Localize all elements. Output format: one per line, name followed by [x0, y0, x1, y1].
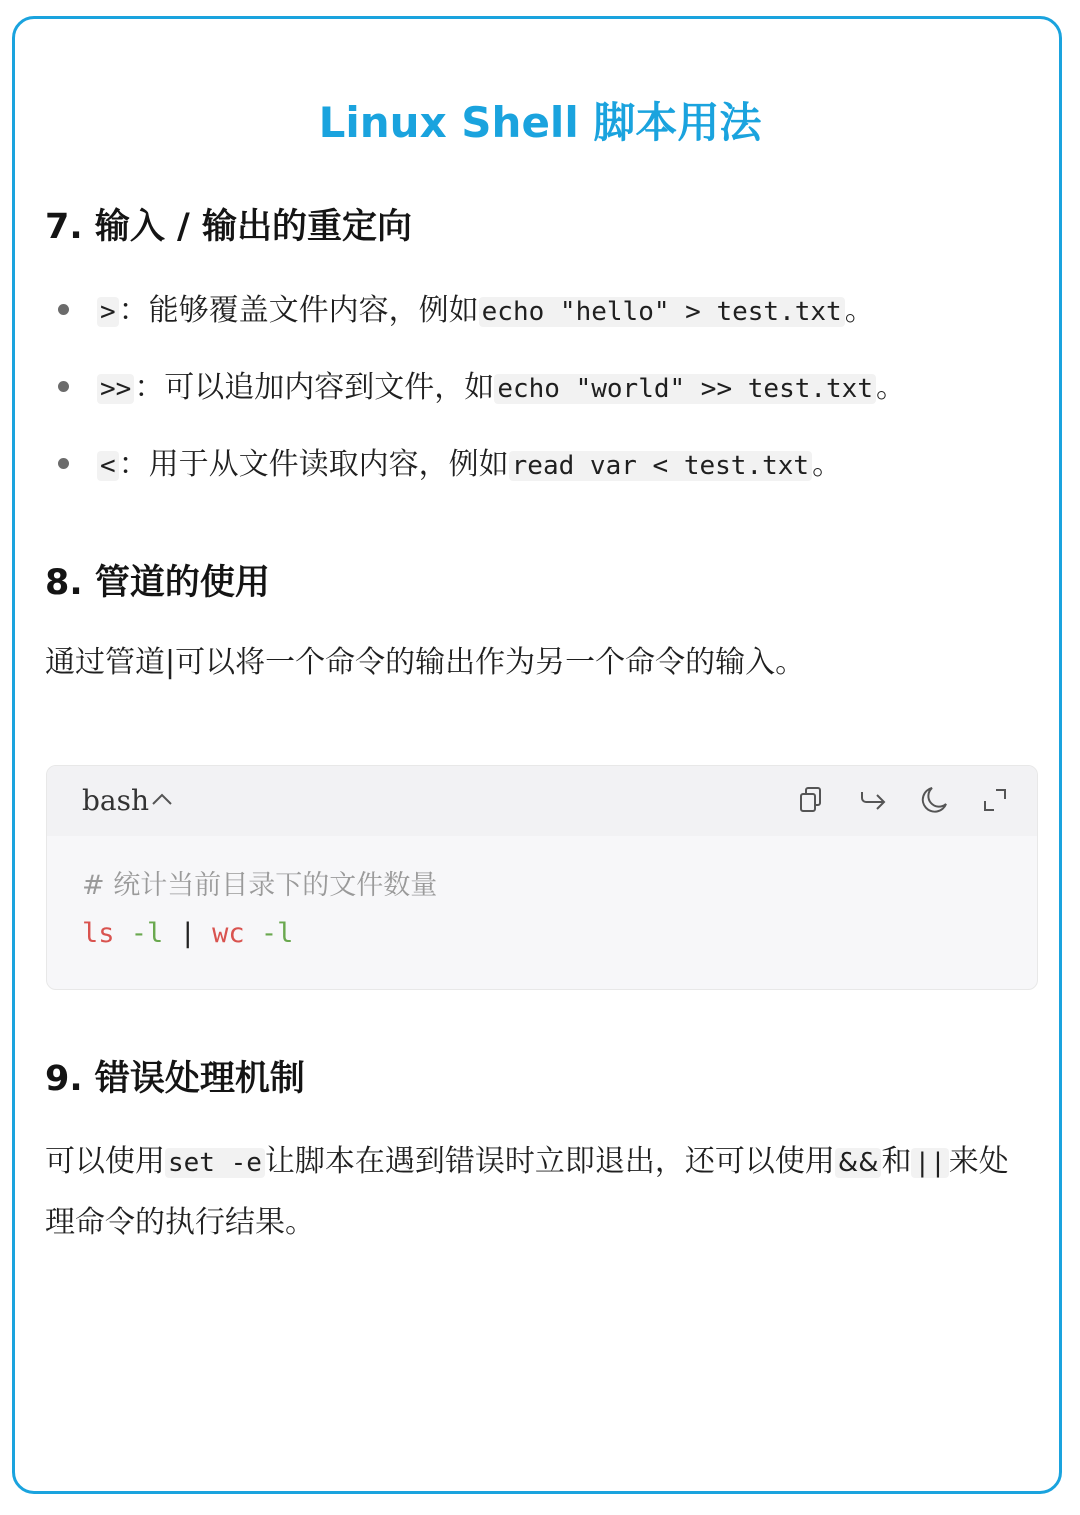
section-7-heading: 7. 输入 / 输出的重定向 — [45, 207, 412, 247]
para-text: 可以使用 — [45, 1144, 165, 1179]
list-item — [45, 443, 906, 520]
inline-code: > — [97, 297, 119, 327]
inline-code: && — [835, 1148, 882, 1178]
moon-icon[interactable] — [918, 784, 950, 816]
code-block-header — [47, 766, 1037, 836]
code-pipe: | — [179, 918, 196, 949]
item-end: 。 — [876, 370, 906, 405]
para-text: 来处理命令的执行结果。 — [45, 1144, 1009, 1240]
item-end: 。 — [844, 293, 875, 328]
list-item — [45, 366, 906, 443]
item-end: 。 — [812, 447, 843, 482]
para-text: 让脚本在遇到错误时立即退出，还可以使用 — [264, 1144, 835, 1179]
code-flag: -l — [130, 918, 164, 949]
code-line — [82, 914, 293, 954]
inline-code: || — [911, 1148, 948, 1178]
section-8-heading: 8. 管道的使用 — [45, 563, 270, 603]
pipe-paragraph — [45, 633, 805, 693]
list-item — [45, 289, 906, 366]
bullet-dot — [58, 304, 69, 315]
bullet-dot — [58, 381, 69, 392]
para-text: 可以将一个命令的输出作为另一个命令的输入。 — [175, 645, 806, 680]
wrap-icon[interactable] — [857, 784, 889, 816]
pipe-symbol: | — [165, 645, 176, 680]
code-flag: -l — [260, 918, 294, 949]
inline-code: set -e — [165, 1148, 265, 1178]
inline-code: echo "world" >> test.txt — [494, 374, 876, 404]
code-command: wc — [212, 918, 245, 949]
page-title: Linux Shell 脚本用法 — [318, 98, 762, 147]
copy-icon[interactable] — [795, 784, 827, 816]
para-text: 和 — [881, 1144, 912, 1179]
bullet-dot — [58, 458, 69, 469]
error-paragraph — [45, 1132, 1035, 1253]
inline-code: read var < test.txt — [509, 451, 812, 481]
inline-code: < — [97, 451, 119, 481]
para-text: 通过管道 — [45, 645, 165, 680]
inline-code: echo "hello" > test.txt — [479, 297, 845, 327]
section-9-heading: 9. 错误处理机制 — [45, 1059, 305, 1099]
code-command: ls — [82, 918, 115, 949]
item-text: ：用于从文件读取内容，例如 — [118, 447, 509, 482]
content-card — [12, 16, 1062, 1494]
item-text: ：可以追加内容到文件，如 — [134, 370, 495, 405]
item-text: ：能够覆盖文件内容，例如 — [118, 293, 479, 328]
inline-code: >> — [97, 374, 134, 404]
language-label[interactable]: bash — [82, 784, 150, 817]
code-comment: # 统计当前目录下的文件数量 — [82, 870, 438, 901]
chevron-up-icon[interactable] — [151, 791, 173, 807]
code-block — [46, 765, 1038, 990]
redirect-list — [45, 289, 906, 520]
expand-icon[interactable] — [979, 784, 1011, 816]
